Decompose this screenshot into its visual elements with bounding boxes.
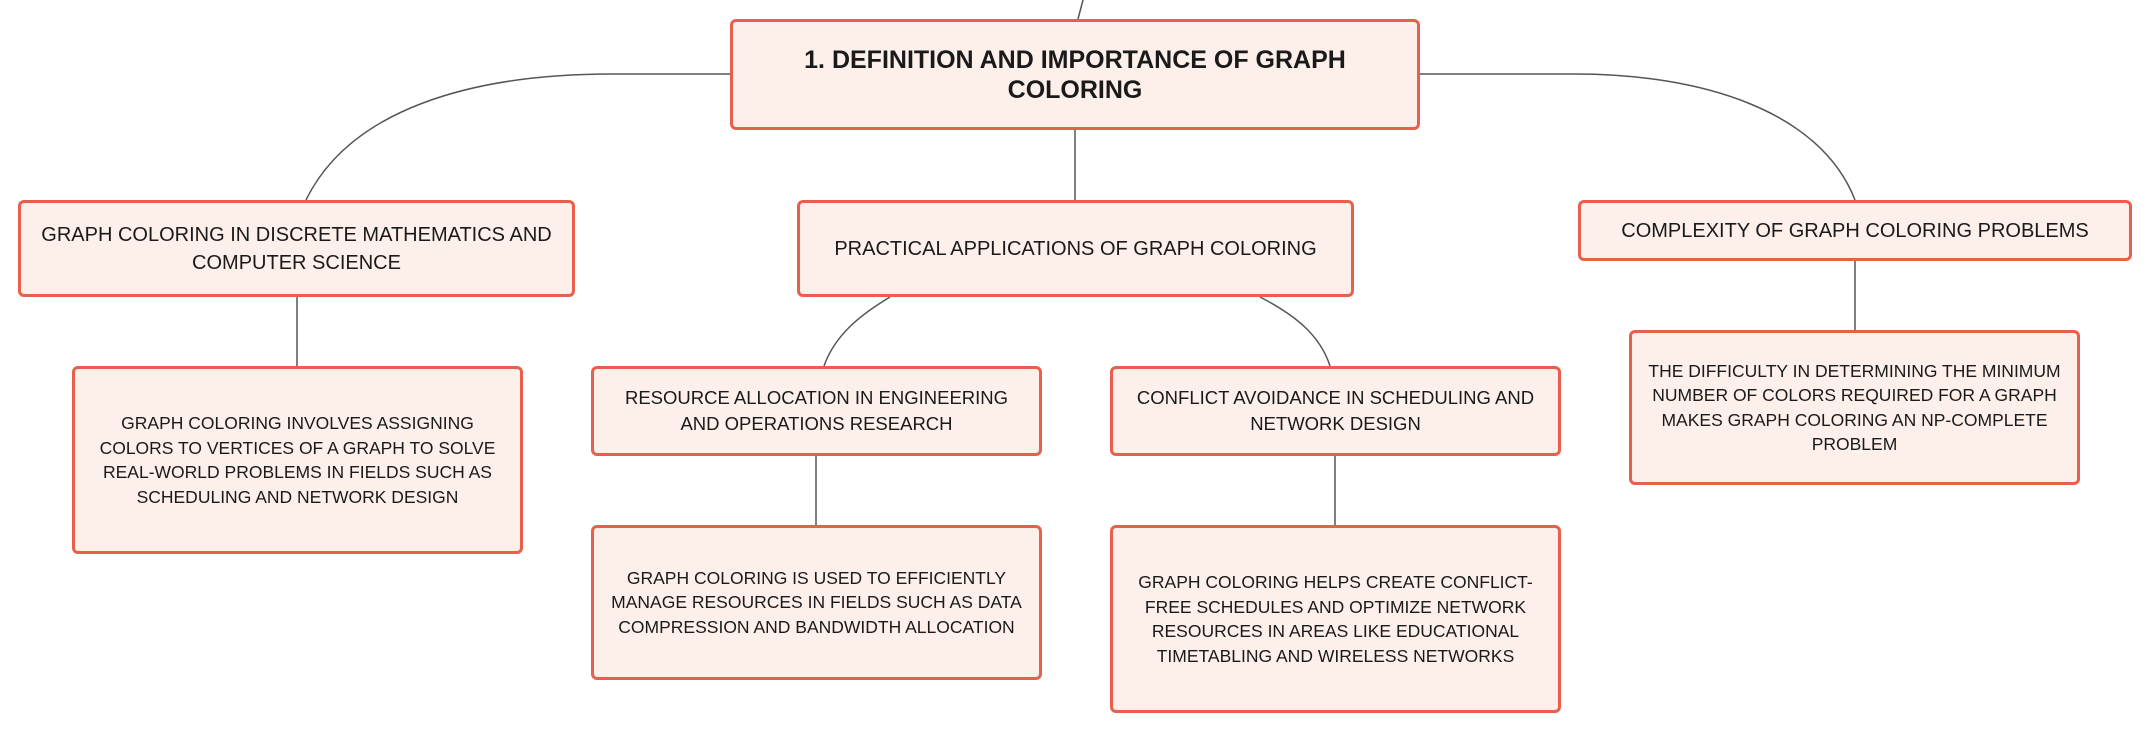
connector-root-to-discrete: [306, 74, 730, 200]
subtopic-label-resource-allocation: RESOURCE ALLOCATION IN ENGINEERING AND OPERATIONS RESEARCH: [624, 387, 1009, 434]
detail-text-conflict-avoidance: GRAPH COLORING HELPS CREATE CONFLICT-FREE SCHEDULES AND OPTIMIZE NETWORK RESOURCES IN AREAS LIKE EDUCATIONAL TIMETABLING AND WIRELESS NETWORKS: [1138, 572, 1533, 666]
detail-node-resource-allocation[interactable]: [591, 525, 1042, 680]
connector-root-parent: [1078, 0, 1083, 19]
detail-text-complexity: THE DIFFICULTY IN DETERMINING THE MINIMUM NUMBER OF COLORS REQUIRED FOR A GRAPH MAKES GRAPH COLORING AN NP-COMPLETE PROBLEM: [1648, 360, 2061, 454]
root-topic-node[interactable]: [730, 19, 1420, 130]
topic-node-discrete-mathematics[interactable]: [18, 200, 575, 297]
topic-label-practical-applications: PRACTICAL APPLICATIONS OF GRAPH COLORING: [834, 237, 1317, 260]
connector-root-to-complexity: [1420, 74, 1855, 200]
topic-label-discrete-mathematics: GRAPH COLORING IN DISCRETE MATHEMATICS AND COMPUTER SCIENCE: [41, 223, 552, 274]
subtopic-node-conflict-avoidance[interactable]: [1110, 366, 1561, 456]
detail-node-complexity[interactable]: [1629, 330, 2080, 485]
subtopic-label-conflict-avoidance: CONFLICT AVOIDANCE IN SCHEDULING AND NETWORK DESIGN: [1136, 387, 1535, 434]
topic-label-complexity: COMPLEXITY OF GRAPH COLORING PROBLEMS: [1621, 219, 2089, 242]
detail-text-resource-allocation: GRAPH COLORING IS USED TO EFFICIENTLY MANAGE RESOURCES IN FIELDS SUCH AS DATA COMPRESSION AND BANDWIDTH ALLOCATION: [611, 567, 1022, 637]
connector-practical-to-conflict: [1260, 297, 1330, 366]
root-topic-label: 1. DEFINITION AND IMPORTANCE OF GRAPH COLORING: [804, 45, 1346, 104]
detail-text-discrete-mathematics: GRAPH COLORING INVOLVES ASSIGNING COLORS TO VERTICES OF A GRAPH TO SOLVE REAL-WORLD PROBLEMS IN FIELDS SUCH AS SCHEDULING AND NETWORK DESIGN: [99, 413, 496, 507]
topic-node-practical-applications[interactable]: [797, 200, 1354, 297]
topic-node-complexity[interactable]: [1578, 200, 2132, 261]
detail-node-discrete-mathematics[interactable]: [72, 366, 523, 554]
connector-practical-to-resource: [824, 297, 890, 366]
subtopic-node-resource-allocation[interactable]: [591, 366, 1042, 456]
detail-node-conflict-avoidance[interactable]: [1110, 525, 1561, 713]
